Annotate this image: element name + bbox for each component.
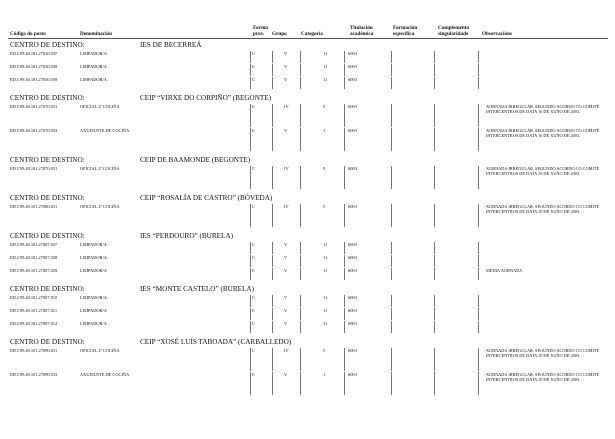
table-row	[8, 77, 608, 89]
column-divider	[391, 308, 392, 320]
column-divider	[391, 166, 392, 189]
cell-titulacion: 6003	[348, 128, 357, 133]
cell-grupo: V	[284, 295, 288, 300]
cell-categoria: 1	[323, 128, 326, 133]
column-divider	[478, 104, 479, 127]
cell-titulacion: 6003	[348, 64, 357, 69]
column-divider	[250, 308, 251, 320]
cell-denominacion: OFICIAL 2ª COCIÑA	[80, 166, 120, 171]
cell-categoria: 11	[323, 64, 328, 69]
column-divider	[434, 51, 435, 63]
cell-categoria: 11	[323, 321, 328, 326]
column-divider	[300, 321, 301, 333]
column-divider	[478, 348, 479, 371]
destination-section-header	[10, 193, 605, 203]
column-divider	[300, 348, 301, 371]
cell-titulacion: 6003	[348, 77, 357, 82]
column-divider	[391, 295, 392, 307]
destination-section-header	[10, 231, 605, 241]
table-row	[8, 255, 608, 267]
cell-forma: C	[252, 242, 255, 247]
cell-titulacion: 6003	[348, 204, 357, 209]
destination-section-header	[10, 284, 605, 294]
cell-forma: C	[252, 166, 255, 171]
cell-codigo: ED.C99.40.101.27087.039	[10, 268, 58, 273]
cell-denominacion: AXUDANTE DE COCIÑA	[80, 128, 130, 133]
cell-titulacion: 6003	[348, 372, 357, 377]
column-divider	[391, 255, 392, 267]
cell-observaciones: XORNADA IRREGULAR, SEGUNDO ACORDO CO COMITÉ INTERCENTROS DE DATA 10 DE XUÑO DE 2003.	[486, 104, 600, 115]
column-divider	[250, 51, 251, 63]
column-divider	[478, 295, 479, 307]
column-divider	[300, 308, 301, 320]
cell-observaciones: XORNADA IRREGULAR, SEGUNDO ACORDO CO COMITÉ INTERCENTROS DE DATA 10 DE XUÑO DE 2003.	[486, 128, 600, 139]
cell-categoria: 11	[323, 255, 328, 260]
table-row	[8, 64, 608, 76]
cell-categoria: 11	[323, 242, 328, 247]
column-divider	[478, 308, 479, 320]
cell-titulacion: 6003	[348, 104, 357, 109]
cell-denominacion: OFICIAL 2ª COCIÑA	[80, 348, 120, 353]
column-divider	[478, 64, 479, 76]
header-rule	[8, 38, 608, 39]
cell-forma: C	[252, 128, 255, 133]
column-divider	[434, 128, 435, 151]
cell-categoria: 5	[323, 166, 326, 171]
column-divider	[344, 204, 345, 227]
cell-denominacion: LIMPADOR/A	[80, 255, 107, 260]
column-divider	[250, 104, 251, 127]
column-divider	[478, 128, 479, 151]
column-divider	[300, 64, 301, 76]
column-divider	[434, 372, 435, 395]
column-divider	[391, 51, 392, 63]
column-divider	[272, 372, 273, 395]
column-divider	[434, 268, 435, 280]
cell-observaciones: MEDIA XORNADA	[486, 268, 523, 273]
column-divider	[391, 372, 392, 395]
cell-grupo: V	[284, 255, 288, 260]
column-divider	[300, 104, 301, 127]
column-divider	[478, 372, 479, 395]
cell-codigo: ED.C99.40.101.27087.038	[10, 255, 58, 260]
cell-forma: C	[252, 321, 255, 326]
column-divider	[272, 295, 273, 307]
column-divider	[250, 242, 251, 254]
cell-codigo: ED.C99.40.101.27080.031	[10, 204, 58, 209]
header-categoria: Categoría	[301, 31, 323, 37]
column-divider	[434, 64, 435, 76]
destination-section-header	[10, 155, 605, 165]
table-row	[8, 308, 608, 320]
column-divider	[300, 77, 301, 89]
column-divider	[250, 372, 251, 395]
cell-denominacion: LIMPADOR/A	[80, 308, 107, 313]
cell-denominacion: LIMPADOR/A	[80, 295, 107, 300]
column-divider	[250, 204, 251, 227]
column-divider	[300, 372, 301, 395]
table-row	[8, 372, 608, 395]
column-divider	[344, 166, 345, 189]
column-divider	[300, 295, 301, 307]
column-divider	[250, 348, 251, 371]
header-formacion: Formación específica	[393, 25, 418, 37]
cell-codigo: ED.C99.40.101.27070.033	[10, 128, 58, 133]
cell-codigo: ED.C99.40.101.27030.039	[10, 77, 58, 82]
cell-titulacion: 6003	[348, 255, 357, 260]
column-divider	[300, 268, 301, 280]
column-divider	[344, 64, 345, 76]
column-divider	[391, 104, 392, 127]
column-divider	[434, 77, 435, 89]
cell-categoria: 11	[323, 77, 328, 82]
column-divider	[272, 242, 273, 254]
cell-forma: C	[252, 77, 255, 82]
cell-categoria: 5	[323, 348, 326, 353]
column-divider	[272, 348, 273, 371]
column-divider	[434, 321, 435, 333]
cell-denominacion: LIMPADOR/A	[80, 51, 107, 56]
header-forma: Forma prov.	[253, 25, 268, 37]
column-divider	[344, 268, 345, 280]
cell-grupo: V	[284, 372, 288, 377]
cell-grupo: V	[284, 128, 288, 133]
cell-codigo: ED.C99.40.101.27070.031	[10, 166, 58, 171]
column-divider	[250, 268, 251, 280]
column-divider	[272, 128, 273, 151]
cell-grupo: V	[284, 77, 288, 82]
destination-name: CEIP “VIRXE DO CORPIÑO” (BEGONTE)	[140, 94, 272, 102]
header-codigo: Código do posto	[10, 31, 46, 37]
header-titulacion: Titulación académica	[350, 25, 374, 37]
column-divider	[478, 166, 479, 189]
header-grupo: Grupo	[272, 31, 287, 37]
column-divider	[391, 321, 392, 333]
header-denominacion: Denominación	[80, 31, 112, 37]
cell-categoria: 11	[323, 308, 328, 313]
table-row	[8, 242, 608, 254]
destination-label: CENTRO DE DESTINO:	[10, 338, 85, 346]
column-divider	[391, 268, 392, 280]
destination-section-header	[10, 337, 605, 347]
column-divider	[300, 128, 301, 151]
column-divider	[344, 321, 345, 333]
cell-codigo: ED.C99.40.101.27090.033	[10, 372, 58, 377]
cell-grupo: IV	[284, 204, 289, 209]
column-divider	[478, 242, 479, 254]
column-divider	[478, 321, 479, 333]
column-divider	[434, 255, 435, 267]
cell-categoria: 5	[323, 204, 326, 209]
destination-label: CENTRO DE DESTINO:	[10, 94, 85, 102]
column-divider	[344, 104, 345, 127]
column-divider	[300, 166, 301, 189]
table-row	[8, 348, 608, 371]
destination-label: CENTRO DE DESTINO:	[10, 41, 85, 49]
column-divider	[434, 242, 435, 254]
destination-label: CENTRO DE DESTINO:	[10, 156, 85, 164]
column-divider	[272, 104, 273, 127]
column-divider	[478, 255, 479, 267]
destination-name: IES DE BECERREÁ	[140, 41, 202, 49]
destination-label: CENTRO DE DESTINO:	[10, 194, 85, 202]
column-divider	[250, 166, 251, 189]
column-divider	[344, 348, 345, 371]
cell-grupo: V	[284, 51, 288, 56]
table-row	[8, 268, 608, 280]
table-row	[8, 204, 608, 227]
cell-denominacion: LIMPADOR/A	[80, 242, 107, 247]
column-divider	[344, 295, 345, 307]
cell-categoria: 1	[323, 372, 326, 377]
cell-titulacion: 6003	[348, 242, 357, 247]
column-divider	[344, 242, 345, 254]
cell-observaciones: XORNADA IRREGULAR, SEGUNDO ACORDO CO COMITÉ INTERCENTROS DE DATA 10 DE XUÑO DE 2003.	[486, 372, 600, 383]
column-divider	[272, 268, 273, 280]
column-divider	[272, 77, 273, 89]
column-divider	[250, 77, 251, 89]
column-divider	[272, 255, 273, 267]
cell-codigo: ED.C99.40.101.27087.012	[10, 321, 58, 326]
cell-denominacion: LIMPADOR/A	[80, 77, 107, 82]
cell-denominacion: OFICIAL 2ª COCIÑA	[80, 104, 120, 109]
cell-forma: C	[252, 308, 255, 313]
column-divider	[478, 204, 479, 227]
cell-grupo: IV	[284, 104, 289, 109]
destination-section-header	[10, 93, 605, 103]
cell-forma: C	[252, 255, 255, 260]
column-divider	[434, 166, 435, 189]
column-divider	[250, 255, 251, 267]
cell-codigo: ED.C99.40.101.27090.031	[10, 348, 58, 353]
table-row	[8, 166, 608, 189]
cell-codigo: ED.C99.40.101.27087.037	[10, 242, 58, 247]
column-divider	[344, 51, 345, 63]
column-divider	[391, 64, 392, 76]
cell-titulacion: 6003	[348, 268, 357, 273]
cell-titulacion: 6003	[348, 308, 357, 313]
column-divider	[344, 128, 345, 151]
cell-grupo: V	[284, 321, 288, 326]
column-divider	[478, 268, 479, 280]
column-divider	[272, 64, 273, 76]
cell-codigo: ED.C99.40.101.27070.031	[10, 104, 58, 109]
table-row	[8, 295, 608, 307]
cell-denominacion: LIMPADOR/A	[80, 268, 107, 273]
cell-forma: C	[252, 295, 255, 300]
cell-forma: C	[252, 104, 255, 109]
destination-name: CEIP “XOSÉ LUÍS TABOADA” (CARBALLEDO)	[140, 338, 292, 346]
column-divider	[344, 372, 345, 395]
column-divider	[344, 77, 345, 89]
cell-grupo: V	[284, 64, 288, 69]
cell-titulacion: 6003	[348, 166, 357, 171]
table-row	[8, 321, 608, 333]
cell-forma: C	[252, 51, 255, 56]
destination-name: CEIP “ROSALÍA DE CASTRO” (BÓVEDA)	[140, 194, 273, 202]
column-divider	[300, 242, 301, 254]
cell-forma: C	[252, 372, 255, 377]
cell-denominacion: OFICIAL 2ª COCIÑA	[80, 204, 120, 209]
cell-codigo: ED.C99.40.101.27087.011	[10, 308, 58, 313]
column-divider	[344, 255, 345, 267]
column-divider	[300, 255, 301, 267]
column-divider	[434, 308, 435, 320]
column-divider	[272, 321, 273, 333]
destination-label: CENTRO DE DESTINO:	[10, 285, 85, 293]
column-divider	[300, 51, 301, 63]
column-divider	[391, 348, 392, 371]
cell-grupo: IV	[284, 348, 289, 353]
column-divider	[391, 128, 392, 151]
column-divider	[434, 104, 435, 127]
column-divider	[272, 166, 273, 189]
cell-grupo: V	[284, 242, 288, 247]
cell-denominacion: LIMPADOR/A	[80, 64, 107, 69]
destination-name: IES “MONTE CASTELO” (BURELA)	[140, 285, 254, 293]
column-divider	[250, 295, 251, 307]
column-divider	[434, 204, 435, 227]
cell-forma: C	[252, 268, 255, 273]
column-divider	[250, 321, 251, 333]
cell-titulacion: 6003	[348, 321, 357, 326]
cell-grupo: IV	[284, 166, 289, 171]
destination-name: CEIP DE BAAMONDE (BEGONTE)	[140, 156, 251, 164]
column-divider	[250, 128, 251, 151]
cell-observaciones: XORNADA IRREGULAR, SEGUNDO ACORDO CO COMITÉ INTERCENTROS DE DATA 10 DE XUÑO DE 2003.	[486, 348, 600, 359]
column-divider	[391, 204, 392, 227]
column-divider	[478, 51, 479, 63]
cell-codigo: ED.C99.40.101.27087.010	[10, 295, 58, 300]
cell-denominacion: AXUDANTE DE COCIÑA	[80, 372, 130, 377]
cell-codigo: ED.C99.40.101.27030.037	[10, 51, 58, 56]
cell-grupo: V	[284, 268, 288, 273]
column-divider	[391, 77, 392, 89]
column-divider	[391, 242, 392, 254]
cell-titulacion: 6003	[348, 51, 357, 56]
column-divider	[434, 348, 435, 371]
cell-forma: C	[252, 348, 255, 353]
table-row	[8, 128, 608, 151]
cell-observaciones: XORNADA IRREGULAR, SEGUNDO ACORDO CO COMITÉ INTERCENTROS DE DATA 10 DE XUÑO DE 2003.	[486, 166, 600, 177]
cell-categoria: 11	[323, 295, 328, 300]
column-divider	[272, 308, 273, 320]
column-divider	[272, 51, 273, 63]
cell-observaciones: XORNADA IRREGULAR, SEGUNDO ACORDO CO COMITÉ INTERCENTROS DE DATA 10 DE XUÑO DE 2003.	[486, 204, 600, 215]
column-divider	[434, 295, 435, 307]
header-complemento: Complemento singularidade	[438, 25, 470, 37]
cell-titulacion: 6003	[348, 348, 357, 353]
cell-codigo: ED.C99.40.101.27030.038	[10, 64, 58, 69]
column-divider	[272, 204, 273, 227]
cell-forma: C	[252, 204, 255, 209]
destination-label: CENTRO DE DESTINO:	[10, 232, 85, 240]
cell-categoria: 11	[323, 268, 328, 273]
column-divider	[344, 308, 345, 320]
destination-section-header	[10, 40, 605, 50]
cell-titulacion: 6003	[348, 295, 357, 300]
cell-denominacion: LIMPADOR/A	[80, 321, 107, 326]
table-row	[8, 51, 608, 63]
cell-forma: C	[252, 64, 255, 69]
column-divider	[250, 64, 251, 76]
cell-grupo: V	[284, 308, 288, 313]
table-row	[8, 104, 608, 127]
destination-name: IES “PERDOURO” (BURELA)	[140, 232, 234, 240]
header-observaciones: Observacións	[482, 31, 512, 37]
column-divider	[478, 77, 479, 89]
column-divider	[300, 204, 301, 227]
cell-categoria: 5	[323, 104, 326, 109]
cell-categoria: 11	[323, 51, 328, 56]
